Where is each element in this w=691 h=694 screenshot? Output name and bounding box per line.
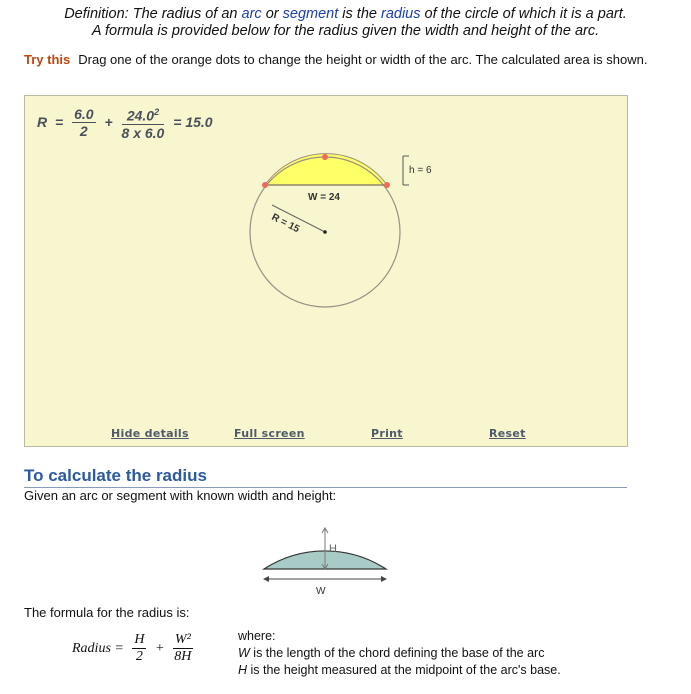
h-label: H xyxy=(329,543,337,555)
radius-formula-den-2: 8H xyxy=(174,649,192,664)
where-h-var: H xyxy=(238,663,248,677)
interactive-panel xyxy=(24,95,628,447)
reset-link[interactable]: Reset xyxy=(489,427,526,440)
print-link[interactable]: Print xyxy=(371,427,403,440)
height-label: h = 6 xyxy=(409,165,432,176)
where-h-line xyxy=(238,662,561,679)
hide-details-link[interactable]: Hide details xyxy=(111,427,189,440)
radius-formula-fraction-1 xyxy=(132,632,146,665)
definition xyxy=(0,6,691,40)
definition-text: Definition: The radius of an xyxy=(64,6,242,22)
right-handle[interactable] xyxy=(384,182,390,188)
top-handle[interactable] xyxy=(322,154,328,160)
full-screen-link[interactable]: Full screen xyxy=(234,427,305,440)
formula-label: The formula for the radius is: xyxy=(24,605,190,620)
width-label: W = 24 xyxy=(308,192,340,203)
formula-exponent: 2 xyxy=(154,107,160,117)
where-title: where: xyxy=(238,629,276,643)
definition-line-2: A formula is provided below for the radius given the width and height of the arc. xyxy=(91,23,600,39)
radius-formula-plus: + xyxy=(154,640,165,656)
arc-link[interactable]: arc xyxy=(241,6,262,22)
formula-eq: = xyxy=(55,114,64,131)
radius-label: R = 15 xyxy=(269,211,302,236)
radius-formula-lhs: Radius = xyxy=(72,640,124,656)
segment-diagram xyxy=(0,522,691,602)
definition-text: is the xyxy=(338,6,381,22)
arc-diagram xyxy=(25,96,627,426)
definition-line-1 xyxy=(0,6,691,23)
w-label: W xyxy=(316,586,326,597)
section-heading: To calculate the radius xyxy=(24,466,627,488)
radius-formula-fraction-2 xyxy=(173,632,193,665)
given-text: Given an arc or segment with known width and height: xyxy=(24,488,337,503)
radius-formula xyxy=(70,632,196,665)
formula-r: R xyxy=(37,114,48,131)
radius-formula-den-1: 2 xyxy=(135,649,143,664)
where-w-desc: is the length of the chord defining the base of the arc xyxy=(249,646,545,660)
segment-link[interactable]: segment xyxy=(282,6,339,22)
center-dot xyxy=(323,230,327,234)
try-this-text: Drag one of the orange dots to change the height or width of the arc. The calculated area is shown. xyxy=(78,52,648,67)
panel-links xyxy=(25,427,627,443)
where-w-line xyxy=(238,645,561,662)
where-w-var: W xyxy=(238,646,250,660)
formula-den-1: 2 xyxy=(79,122,88,139)
where-h-desc: is the height measured at the midpoint of the arc's base. xyxy=(247,663,561,677)
try-this xyxy=(24,51,664,68)
radius-link[interactable]: radius xyxy=(380,6,421,22)
formula-num-2: 24.0 xyxy=(126,107,155,124)
formula-den-2: 8 x 6.0 xyxy=(121,124,165,141)
definition-text: or xyxy=(261,6,283,22)
radius-formula-num-1: H xyxy=(134,632,145,647)
definition-text: of the circle of which it is a part. xyxy=(420,6,627,22)
where-block xyxy=(238,628,561,679)
formula-plus: + xyxy=(104,114,113,131)
radius-formula-num-2: W² xyxy=(174,632,191,647)
left-handle[interactable] xyxy=(262,182,268,188)
formula-num-1: 6.0 xyxy=(74,105,94,122)
try-this-label: Try this xyxy=(24,52,71,67)
formula-result: = 15.0 xyxy=(173,114,213,131)
